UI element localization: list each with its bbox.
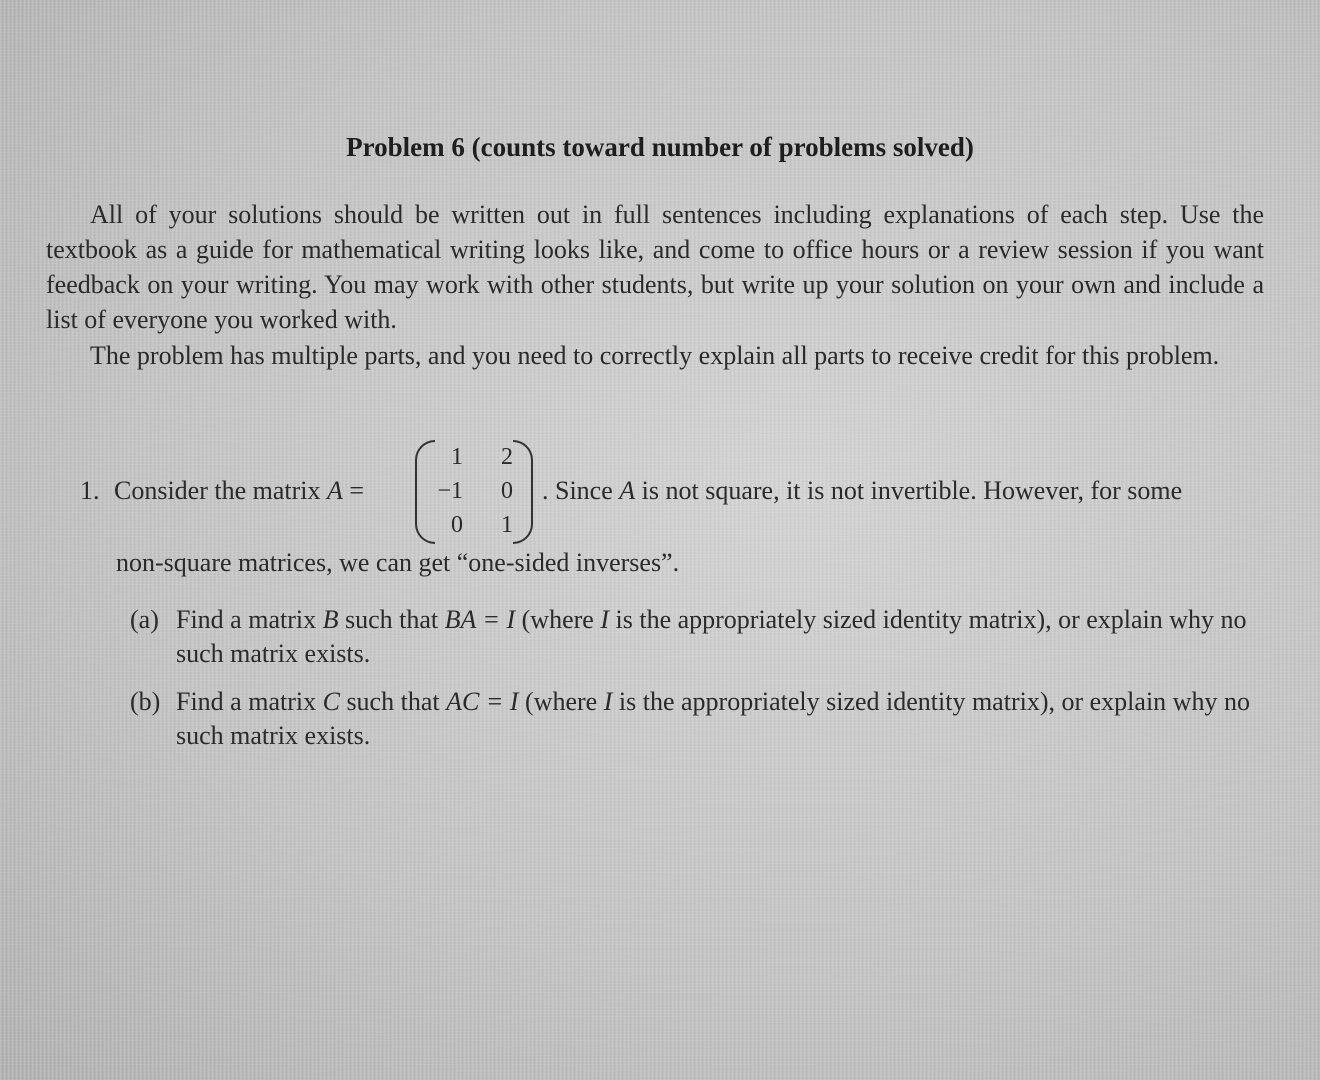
equation-ba-i: BA = I [444,605,516,634]
credit-paragraph: The problem has multiple parts, and you need to correctly explain all parts to receive credit for this problem. [90,341,1220,370]
item-after-matrix-text: . Since A is not square, it is not invertible. However, for some [542,476,1183,505]
item-number: 1. [80,476,100,505]
part-b-text: Find a matrix C such that AC = I (where I is the appropriately sized identity matrix), or explain why no such matrix exists. [176,687,1250,750]
matrix-cell: 2 [501,444,513,470]
instructions-paragraph: All of your solutions should be written out in full sentences including explanations of each step. Use the textbook as a guide for mathematical writing looks like, and come to office hours or a review session if you want feedback on your writing. You may work with other students, but write up your solution on your own and include a list of everyone you worked with. [46,200,1264,334]
equals-sign: = [349,476,365,505]
problem-title: Problem 6 (counts toward number of problems solved) [346,132,974,162]
item-lead-text: Consider the matrix A = [114,476,365,505]
var-i: I [603,687,613,716]
var-a: A [619,476,636,505]
var-i: I [600,605,609,634]
part-b-label: (b) [130,687,161,716]
matrix-a [415,440,533,544]
var-b: B [322,605,339,634]
part-a-label: (a) [130,605,159,634]
matrix-cell: 0 [451,512,463,538]
right-paren [513,440,533,544]
matrix-cell: −1 [437,478,463,504]
var-c: C [322,687,340,716]
problem-item-1 [80,440,1270,577]
matrix-cell: 1 [501,512,513,538]
part-a-text: Find a matrix B such that BA = I (where I is the appropriately sized identity matrix), or explain why no such matrix exists. [176,605,1247,668]
var-a: A [327,476,343,505]
equation-ac-i: AC = I [446,687,519,716]
item-continuation: non-square matrices, we can get “one-sided inverses”. [116,548,680,577]
matrix-cell: 1 [451,444,463,470]
matrix-cell: 0 [501,478,513,504]
